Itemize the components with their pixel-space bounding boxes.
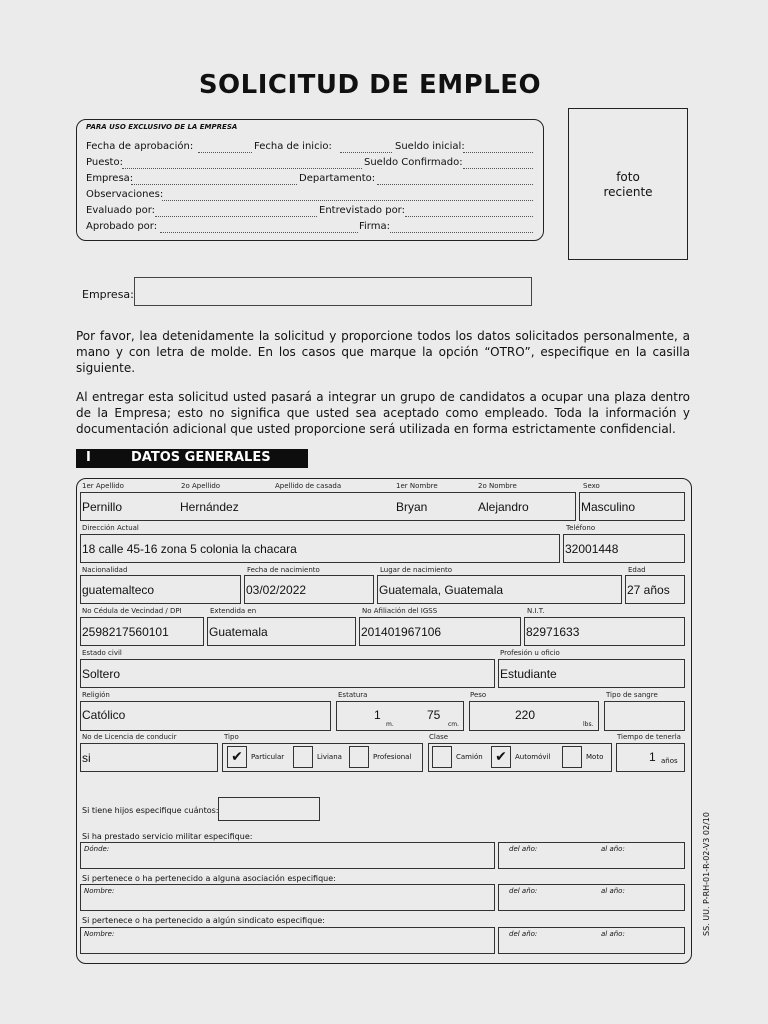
asociacion-nombre-field[interactable] <box>80 884 495 911</box>
profesional-label: Profesional <box>373 753 412 761</box>
estatura-label: Estatura <box>338 691 368 699</box>
extendida-label: Extendida en <box>210 607 257 615</box>
nacionalidad-label: Nacionalidad <box>82 566 128 574</box>
confidentiality-paragraph: Al entregar esta solicitud usted pasará a integrar un grupo de candidatos a ocupar una plaza dentro de la Empresa; esto no significa que usted sea aceptado como empleado. Toda la información y documentación adicional que usted proporcione será utilizada en forma estrictamente confidencial. <box>76 390 690 436</box>
asociacion-al-ano-label: al año: <box>601 887 625 895</box>
telefono-label: Teléfono <box>566 524 596 532</box>
nit-value: 82971633 <box>526 625 580 639</box>
observaciones-line[interactable] <box>162 200 533 201</box>
camion-label: Camión <box>456 753 483 761</box>
apellido1-label: 1er Apellido <box>82 482 124 490</box>
cedula-value: 2598217560101 <box>82 625 169 639</box>
tipo-label: Tipo <box>224 733 239 741</box>
tiempo-value: 1 <box>649 750 656 764</box>
edad-value: 27 años <box>627 583 670 597</box>
asociacion-del-ano-label: del año: <box>509 887 538 895</box>
nit-label: N.I.T. <box>527 607 545 615</box>
photo-caption-line2: reciente <box>603 185 653 199</box>
estado-civil-field[interactable] <box>80 659 495 688</box>
estatura-field[interactable] <box>336 701 464 731</box>
empresa-label: Empresa: <box>82 288 134 301</box>
estado-civil-label: Estado civil <box>82 649 122 657</box>
peso-unit: lbs. <box>583 721 594 728</box>
apellido2-value: Hernández <box>180 500 239 514</box>
automovil-label: Automóvil <box>515 753 551 761</box>
departamento-label: Departamento: <box>299 173 376 184</box>
entrevistado-por-line[interactable] <box>405 216 533 217</box>
empresa-office-line[interactable] <box>131 184 297 185</box>
nombre1-value: Bryan <box>396 500 428 514</box>
peso-label: Peso <box>470 691 487 699</box>
clase-label: Clase <box>429 733 449 741</box>
sueldo-confirmado-label: Sueldo Confirmado: <box>364 157 463 168</box>
firma-label: Firma: <box>359 221 390 232</box>
sueldo-inicial-label: Sueldo inicial: <box>395 141 465 152</box>
empresa-input[interactable] <box>134 277 532 306</box>
igss-value: 201401967106 <box>361 625 442 639</box>
sexo-value: Masculino <box>581 500 636 514</box>
nombre2-label: 2o Nombre <box>478 482 517 490</box>
nacionalidad-value: guatemalteco <box>82 583 155 597</box>
militar-donde-field[interactable] <box>80 842 495 869</box>
hijos-field[interactable] <box>218 797 320 821</box>
fecha-nac-label: Fecha de nacimiento <box>247 566 320 574</box>
profesion-label: Profesión u oficio <box>500 649 560 657</box>
fecha-aprobacion-label: Fecha de aprobación: <box>86 141 194 152</box>
militar-al-ano-label: al año: <box>601 845 625 853</box>
section-title: DATOS GENERALES <box>131 450 271 465</box>
observaciones-label: Observaciones: <box>86 189 164 200</box>
moto-checkbox[interactable] <box>562 746 582 768</box>
fecha-nac-value: 03/02/2022 <box>246 583 307 597</box>
sangre-label: Tipo de sangre <box>606 691 658 699</box>
militar-label: Si ha prestado servicio militar especifique: <box>82 832 253 841</box>
peso-value: 220 <box>515 708 536 722</box>
telefono-value: 32001448 <box>565 542 619 556</box>
sueldo-confirmado-line[interactable] <box>463 168 533 169</box>
estado-civil-value: Soltero <box>82 667 121 681</box>
puesto-line[interactable] <box>122 168 362 169</box>
particular-checkbox[interactable]: ✔ <box>227 746 247 768</box>
sexo-label: Sexo <box>583 482 600 490</box>
fecha-inicio-label: Fecha de inicio: <box>254 141 332 152</box>
profesional-checkbox[interactable] <box>349 746 369 768</box>
licencia-value: si <box>82 751 91 765</box>
religion-value: Católico <box>82 708 126 722</box>
estatura-cm-value: 75 <box>427 708 441 722</box>
apellido1-value: Pernillo <box>82 500 123 514</box>
profesion-value: Estudiante <box>500 667 557 681</box>
puesto-label: Puesto: <box>86 157 123 168</box>
camion-checkbox[interactable] <box>432 746 452 768</box>
liviana-checkbox[interactable] <box>293 746 313 768</box>
apellido2-label: 2o Apellido <box>181 482 221 490</box>
licencia-field[interactable] <box>80 743 218 772</box>
automovil-checkbox[interactable]: ✔ <box>491 746 511 768</box>
departamento-line[interactable] <box>377 184 533 185</box>
evaluado-por-line[interactable] <box>155 216 317 217</box>
hijos-label: Si tiene hijos especifique cuántos: <box>82 806 219 815</box>
aprobado-por-line[interactable] <box>160 232 358 233</box>
tiempo-unit: años <box>661 757 678 765</box>
licencia-label: No de Licencia de conducir <box>82 733 177 741</box>
office-use-header: PARA USO EXCLUSIVO DE LA EMPRESA <box>86 123 238 131</box>
sueldo-inicial-line[interactable] <box>463 152 533 153</box>
cedula-label: No Cédula de Vecindad / DPI <box>82 607 182 615</box>
photo-caption <box>568 170 688 200</box>
sindicato-nombre-field[interactable] <box>80 927 495 954</box>
evaluado-por-label: Evaluado por: <box>86 205 156 216</box>
photo-caption-line1: foto <box>616 170 640 184</box>
moto-label: Moto <box>586 753 604 761</box>
section-number: I <box>86 450 91 465</box>
sindicato-nombre-label: Nombre: <box>84 930 115 938</box>
estatura-cm-unit: cm. <box>448 721 460 728</box>
religion-label: Religión <box>82 691 110 699</box>
direccion-label: Dirección Actual <box>82 524 139 532</box>
estatura-m-value: 1 <box>374 708 381 722</box>
direccion-value: 18 calle 45-16 zona 5 colonia la chacara <box>82 542 297 556</box>
instructions-paragraph: Por favor, lea detenidamente la solicitud y proporcione todos los datos solicitados personalmente, a mano y con letra de molde. En los casos que marque la opción “OTRO”, especifique en la casilla siguiente. <box>76 329 690 375</box>
nombre2-value: Alejandro <box>478 500 529 514</box>
liviana-label: Liviana <box>317 753 342 761</box>
tiempo-label: Tiempo de tenerla <box>617 733 681 741</box>
fecha-aprobacion-line[interactable] <box>198 152 252 153</box>
extendida-value: Guatemala <box>209 625 268 639</box>
asociacion-nombre-label: Nombre: <box>84 887 115 895</box>
sindicato-del-ano-label: del año: <box>509 930 538 938</box>
firma-line[interactable] <box>390 232 533 233</box>
estatura-m-unit: m. <box>386 721 394 728</box>
document-code: SS. UU. P-RH-01-R-02-V3 02/10 <box>702 812 711 936</box>
entrevistado-por-label: Entrevistado por: <box>319 205 405 216</box>
sangre-field[interactable] <box>604 701 685 731</box>
militar-donde-label: Dónde: <box>84 845 110 853</box>
empresa-office-label: Empresa: <box>86 173 134 184</box>
igss-label: No Afiliación del IGSS <box>362 607 438 615</box>
asociacion-label: Si pertenece o ha pertenecido a alguna asociación especifique: <box>82 874 336 883</box>
sindicato-label: Si pertenece o ha pertenecido a algún sindicato especifique: <box>82 916 325 925</box>
sindicato-al-ano-label: al año: <box>601 930 625 938</box>
page-title: SOLICITUD DE EMPLEO <box>198 70 542 100</box>
nombre1-label: 1er Nombre <box>396 482 438 490</box>
fecha-inicio-line[interactable] <box>340 152 392 153</box>
edad-label: Edad <box>628 566 646 574</box>
lugar-nac-label: Lugar de nacimiento <box>380 566 453 574</box>
militar-del-ano-label: del año: <box>509 845 538 853</box>
aprobado-por-label: Aprobado por: <box>86 221 158 232</box>
particular-label: Particular <box>251 753 285 761</box>
lugar-nac-value: Guatemala, Guatemala <box>379 583 504 597</box>
apellido-casada-label: Apellido de casada <box>275 482 342 490</box>
